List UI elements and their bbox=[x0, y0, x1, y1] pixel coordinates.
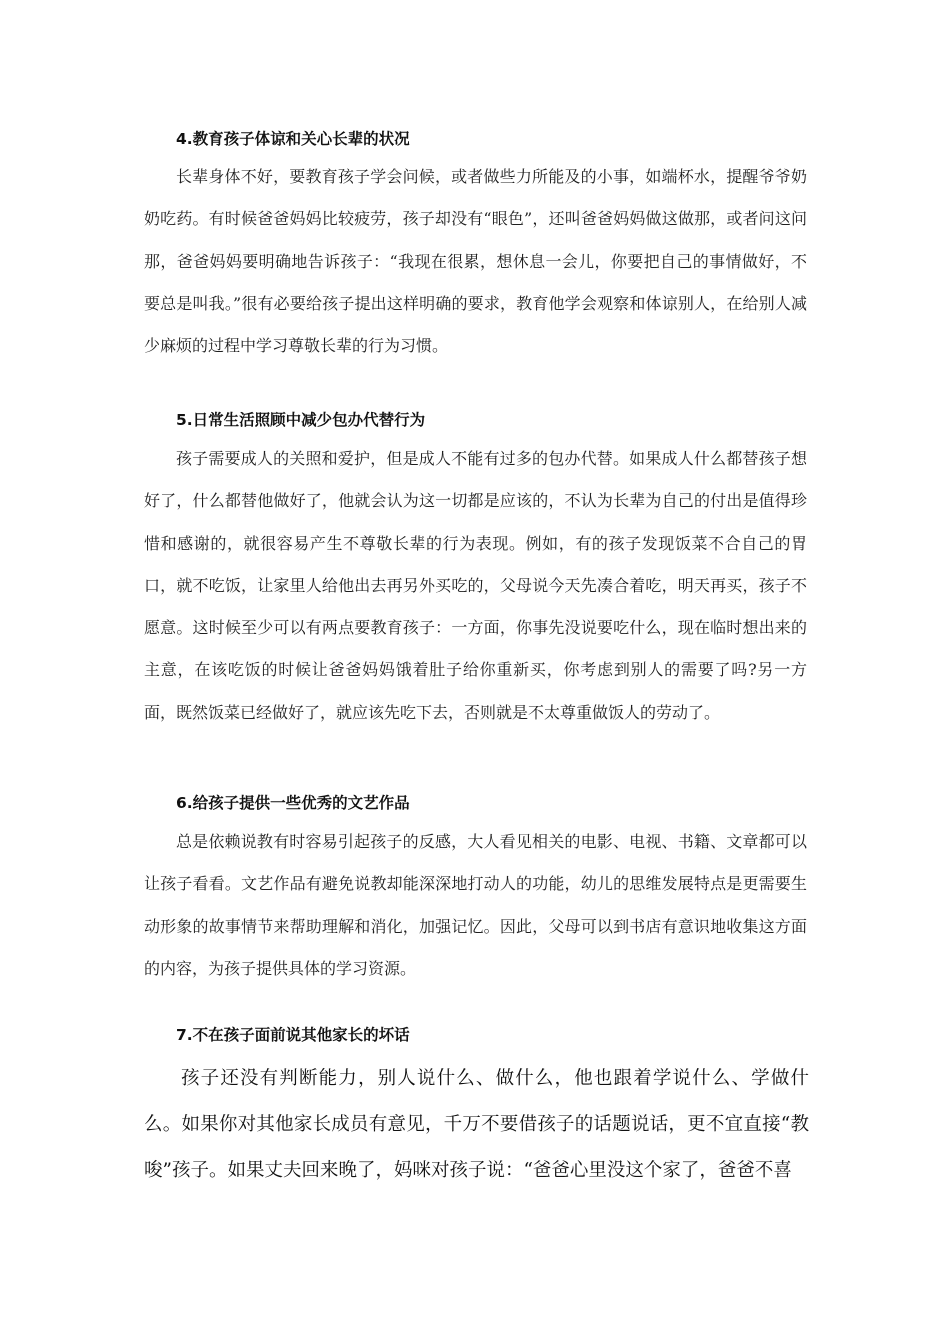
section-7-paragraph: 孩子还没有判断能力，别人说什么、做什么，他也跟着学说什么、学做什么。如果你对其他家长成员有意见，千万不要借孩子的话题说话，更不宜直接“教唆”孩子。如果丈夫回来晚了，妈咪对孩子说：“爸爸心里没这个家了，爸爸不喜 bbox=[144, 1068, 809, 1181]
section-5-paragraph: 孩子需要成人的关照和爱护，但是成人不能有过多的包办代替。如果成人什么都替孩子想好了，什么都替他做好了，他就会认为这一切都是应该的，不认为长辈为自己的付出是值得珍惜和感谢的，就很容易产生不尊敬长辈的行为表现。例如，有的孩子发现饭菜不合自己的胃口，就不吃饭，让家里人给他出去再另外买吃的，父母说今天先凑合着吃，明天再买，孩子不愿意。这时候至少可以有两点要教育孩子：一方面，你事先没说要吃什么，现在临时想出来的主意，在该吃饭的时候让爸爸妈妈饿着肚子给你重新买，你考虑到别人的需要了吗?另一方面，既然饭菜已经做好了，就应该先吃下去，否则就是不太尊重做饭人的劳动了。 bbox=[144, 449, 807, 722]
section-6-heading: 6.给孩子提供一些优秀的文艺作品 bbox=[176, 794, 410, 812]
section-6-paragraph: 总是依赖说教有时容易引起孩子的反感，大人看见相关的电影、电视、书籍、文章都可以让孩子看看。文艺作品有避免说教却能深深地打动人的功能，幼儿的思维发展特点是更需要生动形象的故事情节来帮助理解和消化，加强记忆。因此，父母可以到书店有意识地收集这方面的内容，为孩子提供具体的学习资源。 bbox=[144, 832, 807, 978]
section-5-heading: 5.日常生活照顾中减少包办代替行为 bbox=[176, 411, 426, 429]
section-7-heading: 7.不在孩子面前说其他家长的坏话 bbox=[176, 1026, 410, 1044]
section-4-heading: 4.教育孩子体谅和关心长辈的状况 bbox=[176, 130, 410, 148]
section-4-paragraph: 长辈身体不好，要教育孩子学会问候，或者做些力所能及的小事，如端杯水，提醒爷爷奶奶吃药。有时候爸爸妈妈比较疲劳，孩子却没有“眼色”，还叫爸爸妈妈做这做那，或者问这问那，爸爸妈妈要明确地告诉孩子：“我现在很累，想休息一会儿，你要把自己的事情做好，不要总是叫我。”很有必要给孩子提出这样明确的要求，教育他学会观察和体谅别人，在给别人减少麻烦的过程中学习尊敬长辈的行为习惯。 bbox=[144, 167, 807, 356]
